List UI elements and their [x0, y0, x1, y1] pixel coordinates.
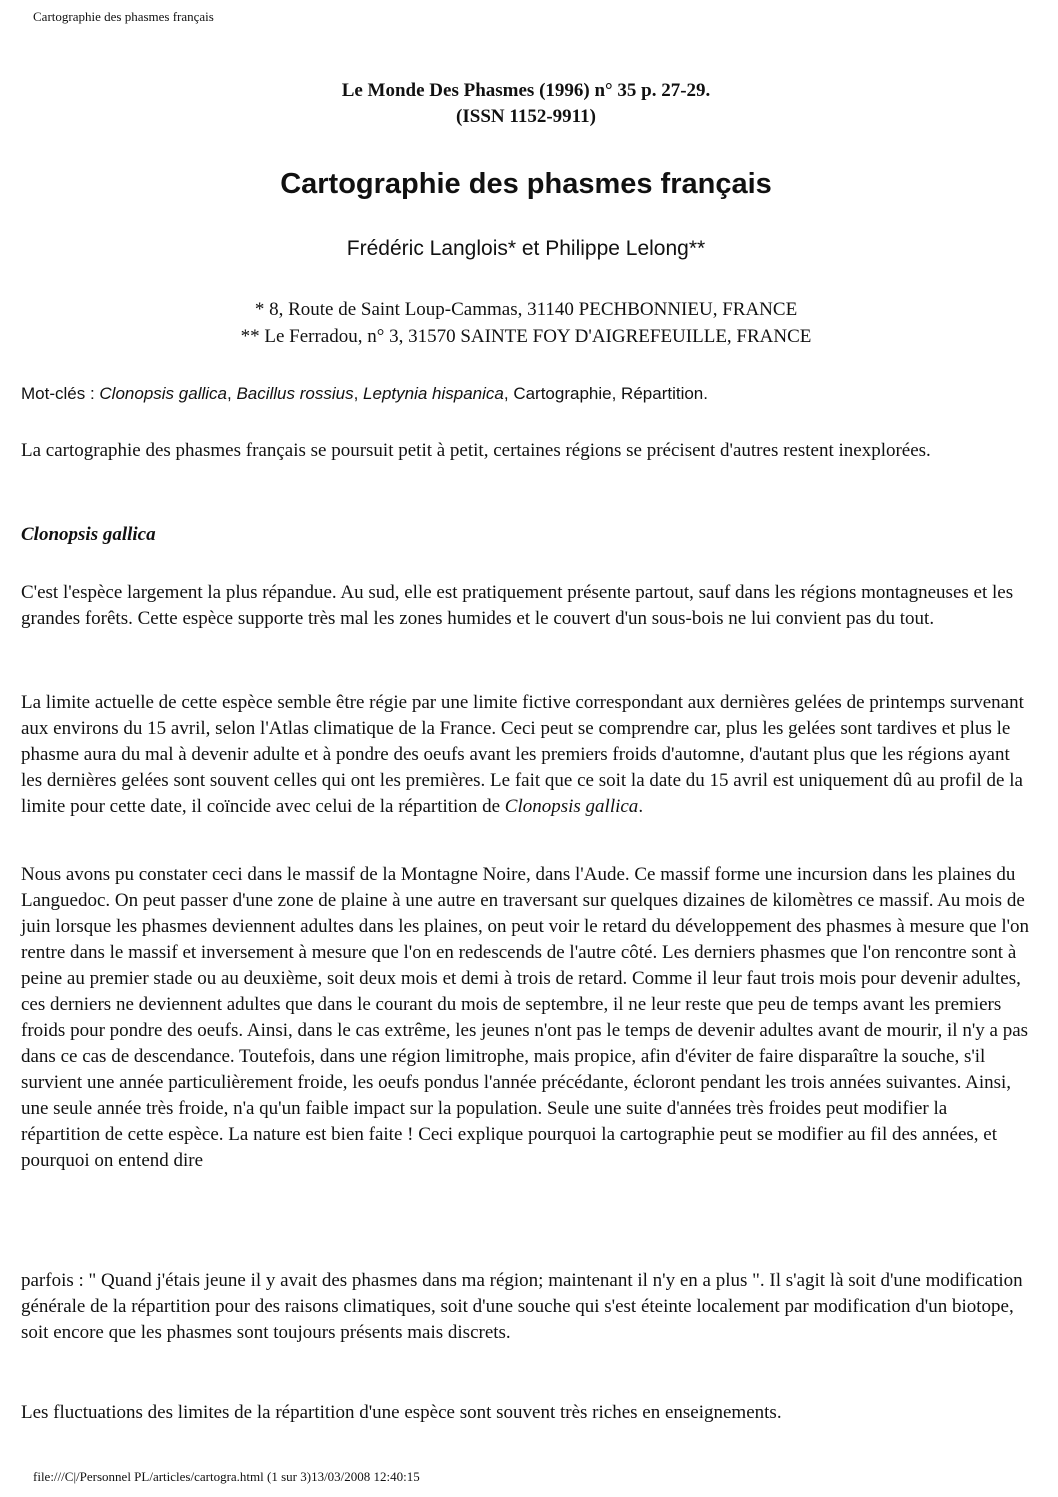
journal-reference	[21, 78, 1031, 130]
paragraph-fluctuations: Les fluctuations des limites de la répartition d'une espèce sont souvent très riches en enseignements.	[21, 1402, 782, 1423]
article	[21, 78, 1031, 1423]
article-authors: Frédéric Langlois* et Philippe Lelong**	[346, 237, 706, 260]
paragraph-limit	[21, 690, 1031, 820]
keyword-species-3: Leptynia hispanica	[363, 384, 504, 403]
print-header-title: Cartographie des phasmes français	[33, 9, 214, 24]
paragraph-limit-end: .	[638, 796, 644, 817]
keyword-separator-1: ,	[226, 384, 237, 403]
keyword-species-2: Bacillus rossius	[236, 384, 354, 403]
paragraph-quotes: parfois : " Quand j'étais jeune il y avait des phasmes dans ma région; maintenant il n'y en a plus ". Il s'agit là soit d'une modification générale de la répartition pour des raisons climatiques, soit d'une souche qui s'est éteinte localement par modification d'un biotope, soit encore que les phasmes sont toujours présents mais discrets.	[21, 1270, 1023, 1343]
paragraph-distribution: C'est l'espèce largement la plus répandue. Au sud, elle est pratiquement présente partout, sauf dans les régions montagneuses et les grandes forêts. Cette espèce supporte très mal les zones humides et le couvert d'un sous-bois ne lui convient pas du tout.	[21, 582, 1014, 629]
keyword-species-1: Clonopsis gallica	[99, 384, 227, 403]
paragraph-montagne-noire: Nous avons pu constater ceci dans le massif de la Montagne Noire, dans l'Aude. Ce massif forme une incursion dans les plaines du Languedoc. On peut passer d'une zone de plaine à une autre en traversant sur quelques dizaines de kilomètres ce massif. Au mois de juin lorsque les phasmes deviennent adultes dans les plaines, on peut voir le retard du développement des phasmes à mesure que l'on rentre dans le massif et inversement à mesure que l'on en redescends de l'autre côté. Les derniers phasmes que l'on rencontre sont à peine au premier stade ou au deuxième, soit deux mois et demi à trois de retard. Comme il leur faut trois mois pour devenir adultes, ces derniers ne deviennent adultes que dans le courant du mois de septembre, il ne leur reste que peu de temps avant les premiers froids pour pondre des oeufs. Ainsi, dans le cas extrême, les jeunes n'ont pas le temps de devenir adultes avant de mourir, il n'y a pas dans ce cas de descendance. Toutefois, dans une région limitrophe, mais propice, afin d'éviter de faire disparaître la souche, s'il survient une année particulièrement froide, les oeufs pondus l'année précédante, écloront pendant les trois années suivantes. Ainsi, une seule année très froide, n'a qu'un faible impact sur la population. Seule une suite d'années très froides peut modifier la répartition de cette espèce. La nature est bien faite ! Ceci explique pourquoi la cartographie peut se modifier au fil des années, et pourquoi on entend dire	[21, 864, 1030, 1171]
keywords-line	[21, 382, 1031, 406]
paragraph-limit-species: Clonopsis gallica	[504, 796, 639, 817]
intro-paragraph: La cartographie des phasmes français se poursuit petit à petit, certaines régions se précisent d'autres restent inexplorées.	[21, 440, 931, 461]
keywords-label: Mot-clés :	[21, 384, 100, 403]
author-address-2: ** Le Ferradou, n° 3, 31570 SAINTE FOY D'AIGREFEUILLE, FRANCE	[240, 326, 812, 347]
paragraph-limit-text: La limite actuelle de cette espèce semble être régie par une limite fictive correspondant aux dernières gelées de printemps survenant aux environs du 15 avril, selon l'Atlas climatique de la France. Ceci peut se comprendre car, plus les gelées sont tardives et plus le phasme aura du mal à devenir adulte et à pondre des oeufs avant les premiers froids d'automne, d'autant plus que les régions ayant les dernières gelées sont souvent celles qui ont les premières. Le fait que ce soit la date du 15 avril est uniquement dû au profil de la limite pour cette date, il coïncide avec celui de la répartition de	[21, 692, 1024, 817]
article-title: Cartographie des phasmes français	[280, 168, 772, 200]
author-addresses	[21, 296, 1031, 350]
journal-issn: (ISSN 1152-9911)	[456, 106, 596, 127]
author-address-1: * 8, Route de Saint Loup-Cammas, 31140 PECHBONNIEU, FRANCE	[254, 299, 798, 320]
journal-citation: Le Monde Des Phasmes (1996) n° 35 p. 27-29.	[341, 80, 711, 101]
section-heading-clonopsis: Clonopsis gallica	[21, 524, 156, 545]
print-footer-url: file:///C|/Personnel PL/articles/cartogra.html (1 sur 3)13/03/2008 12:40:15	[33, 1469, 420, 1484]
keywords-rest: , Cartographie, Répartition.	[503, 384, 708, 403]
keyword-separator-2: ,	[353, 384, 364, 403]
